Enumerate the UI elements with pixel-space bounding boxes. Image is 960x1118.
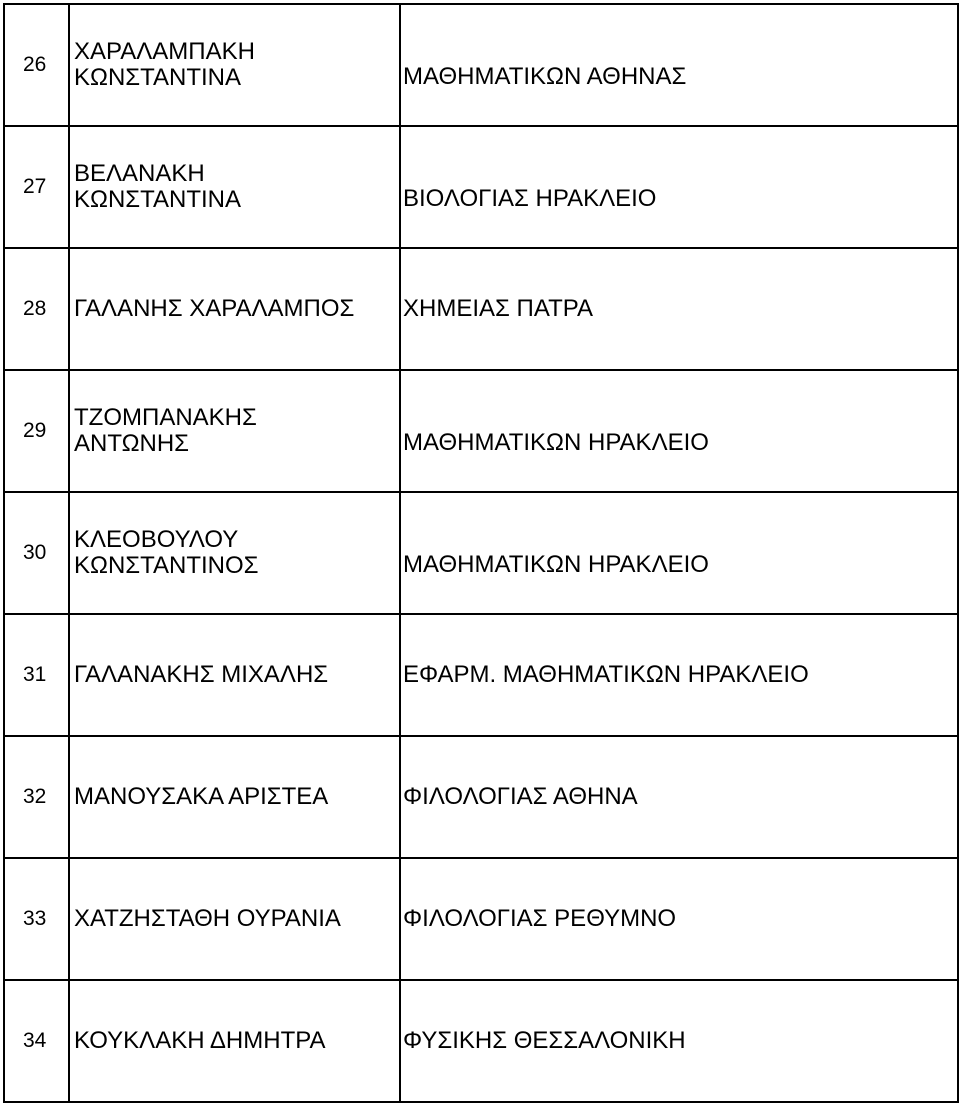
person-name <box>69 980 400 1102</box>
department-label: ΜΑΘΗΜΑΤΙΚΩΝ ΗΡΑΚΛΕΙΟ <box>403 551 709 578</box>
person-name <box>69 4 400 126</box>
person-name-line: ΚΩΝΣΤΑΝΤΙΝΑ <box>74 64 242 91</box>
person-name-line: ΚΛΕΟΒΟΥΛΟΥ <box>74 526 239 553</box>
person-name-line: ΜΑΝΟΥΣΑΚΑ ΑΡΙΣΤΕΑ <box>74 783 329 810</box>
row-number: 28 <box>4 248 69 370</box>
table-row <box>4 492 958 614</box>
department <box>400 614 958 736</box>
table-row <box>4 248 958 370</box>
table-row <box>4 980 958 1102</box>
table-row <box>4 858 958 980</box>
table-row <box>4 370 958 492</box>
row-number: 30 <box>4 492 69 614</box>
person-name-line: ΑΝΤΩΝΗΣ <box>74 430 190 457</box>
department-label: ΕΦΑΡΜ. ΜΑΘΗΜΑΤΙΚΩΝ ΗΡΑΚΛΕΙΟ <box>403 661 809 688</box>
department-label: ΦΥΣΙΚΗΣ ΘΕΣΣΑΛΟΝΙΚΗ <box>403 1027 686 1054</box>
row-number: 29 <box>4 370 69 492</box>
person-name <box>69 736 400 858</box>
department <box>400 126 958 248</box>
table-row <box>4 614 958 736</box>
department <box>400 248 958 370</box>
department-label: ΦΙΛΟΛΟΓΙΑΣ ΑΘΗΝΑ <box>403 783 638 810</box>
row-number: 31 <box>4 614 69 736</box>
department-label: ΧΗΜΕΙΑΣ ΠΑΤΡΑ <box>403 295 593 322</box>
department-label: ΜΑΘΗΜΑΤΙΚΩΝ ΑΘΗΝΑΣ <box>403 63 687 90</box>
department <box>400 858 958 980</box>
person-name <box>69 248 400 370</box>
person-name <box>69 492 400 614</box>
person-name-line: ΤΖΟΜΠΑΝΑΚΗΣ <box>74 404 257 431</box>
person-name <box>69 370 400 492</box>
person-name-line: ΚΩΝΣΤΑΝΤΙΝΑ <box>74 186 242 213</box>
person-name-line: ΧΑΤΖΗΣΤΑΘΗ ΟΥΡΑΝΙΑ <box>74 905 341 932</box>
department-label: ΦΙΛΟΛΟΓΙΑΣ ΡΕΘΥΜΝΟ <box>403 905 677 932</box>
department-label: ΒΙΟΛΟΓΙΑΣ ΗΡΑΚΛΕΙΟ <box>403 185 657 212</box>
row-number: 27 <box>4 126 69 248</box>
department <box>400 736 958 858</box>
department <box>400 492 958 614</box>
row-number: 33 <box>4 858 69 980</box>
results-table-body <box>4 4 958 1102</box>
table-row <box>4 736 958 858</box>
department-label: ΜΑΘΗΜΑΤΙΚΩΝ ΗΡΑΚΛΕΙΟ <box>403 429 709 456</box>
person-name-line: ΚΟΥΚΛΑΚΗ ΔΗΜΗΤΡΑ <box>74 1027 326 1054</box>
person-name-line: ΓΑΛΑΝΗΣ ΧΑΡΑΛΑΜΠΟΣ <box>74 295 355 322</box>
row-number: 32 <box>4 736 69 858</box>
person-name <box>69 858 400 980</box>
person-name-line: ΓΑΛΑΝΑΚΗΣ ΜΙΧΑΛΗΣ <box>74 661 329 688</box>
department <box>400 370 958 492</box>
person-name <box>69 614 400 736</box>
department <box>400 980 958 1102</box>
row-number: 34 <box>4 980 69 1102</box>
person-name <box>69 126 400 248</box>
person-name-line: ΧΑΡΑΛΑΜΠΑΚΗ <box>74 38 255 65</box>
person-name-line: ΚΩΝΣΤΑΝΤΙΝΟΣ <box>74 552 259 579</box>
results-table <box>3 3 959 1103</box>
table-row <box>4 126 958 248</box>
department <box>400 4 958 126</box>
person-name-line: ΒΕΛΑΝΑΚΗ <box>74 160 205 187</box>
row-number: 26 <box>4 4 69 126</box>
table-row <box>4 4 958 126</box>
